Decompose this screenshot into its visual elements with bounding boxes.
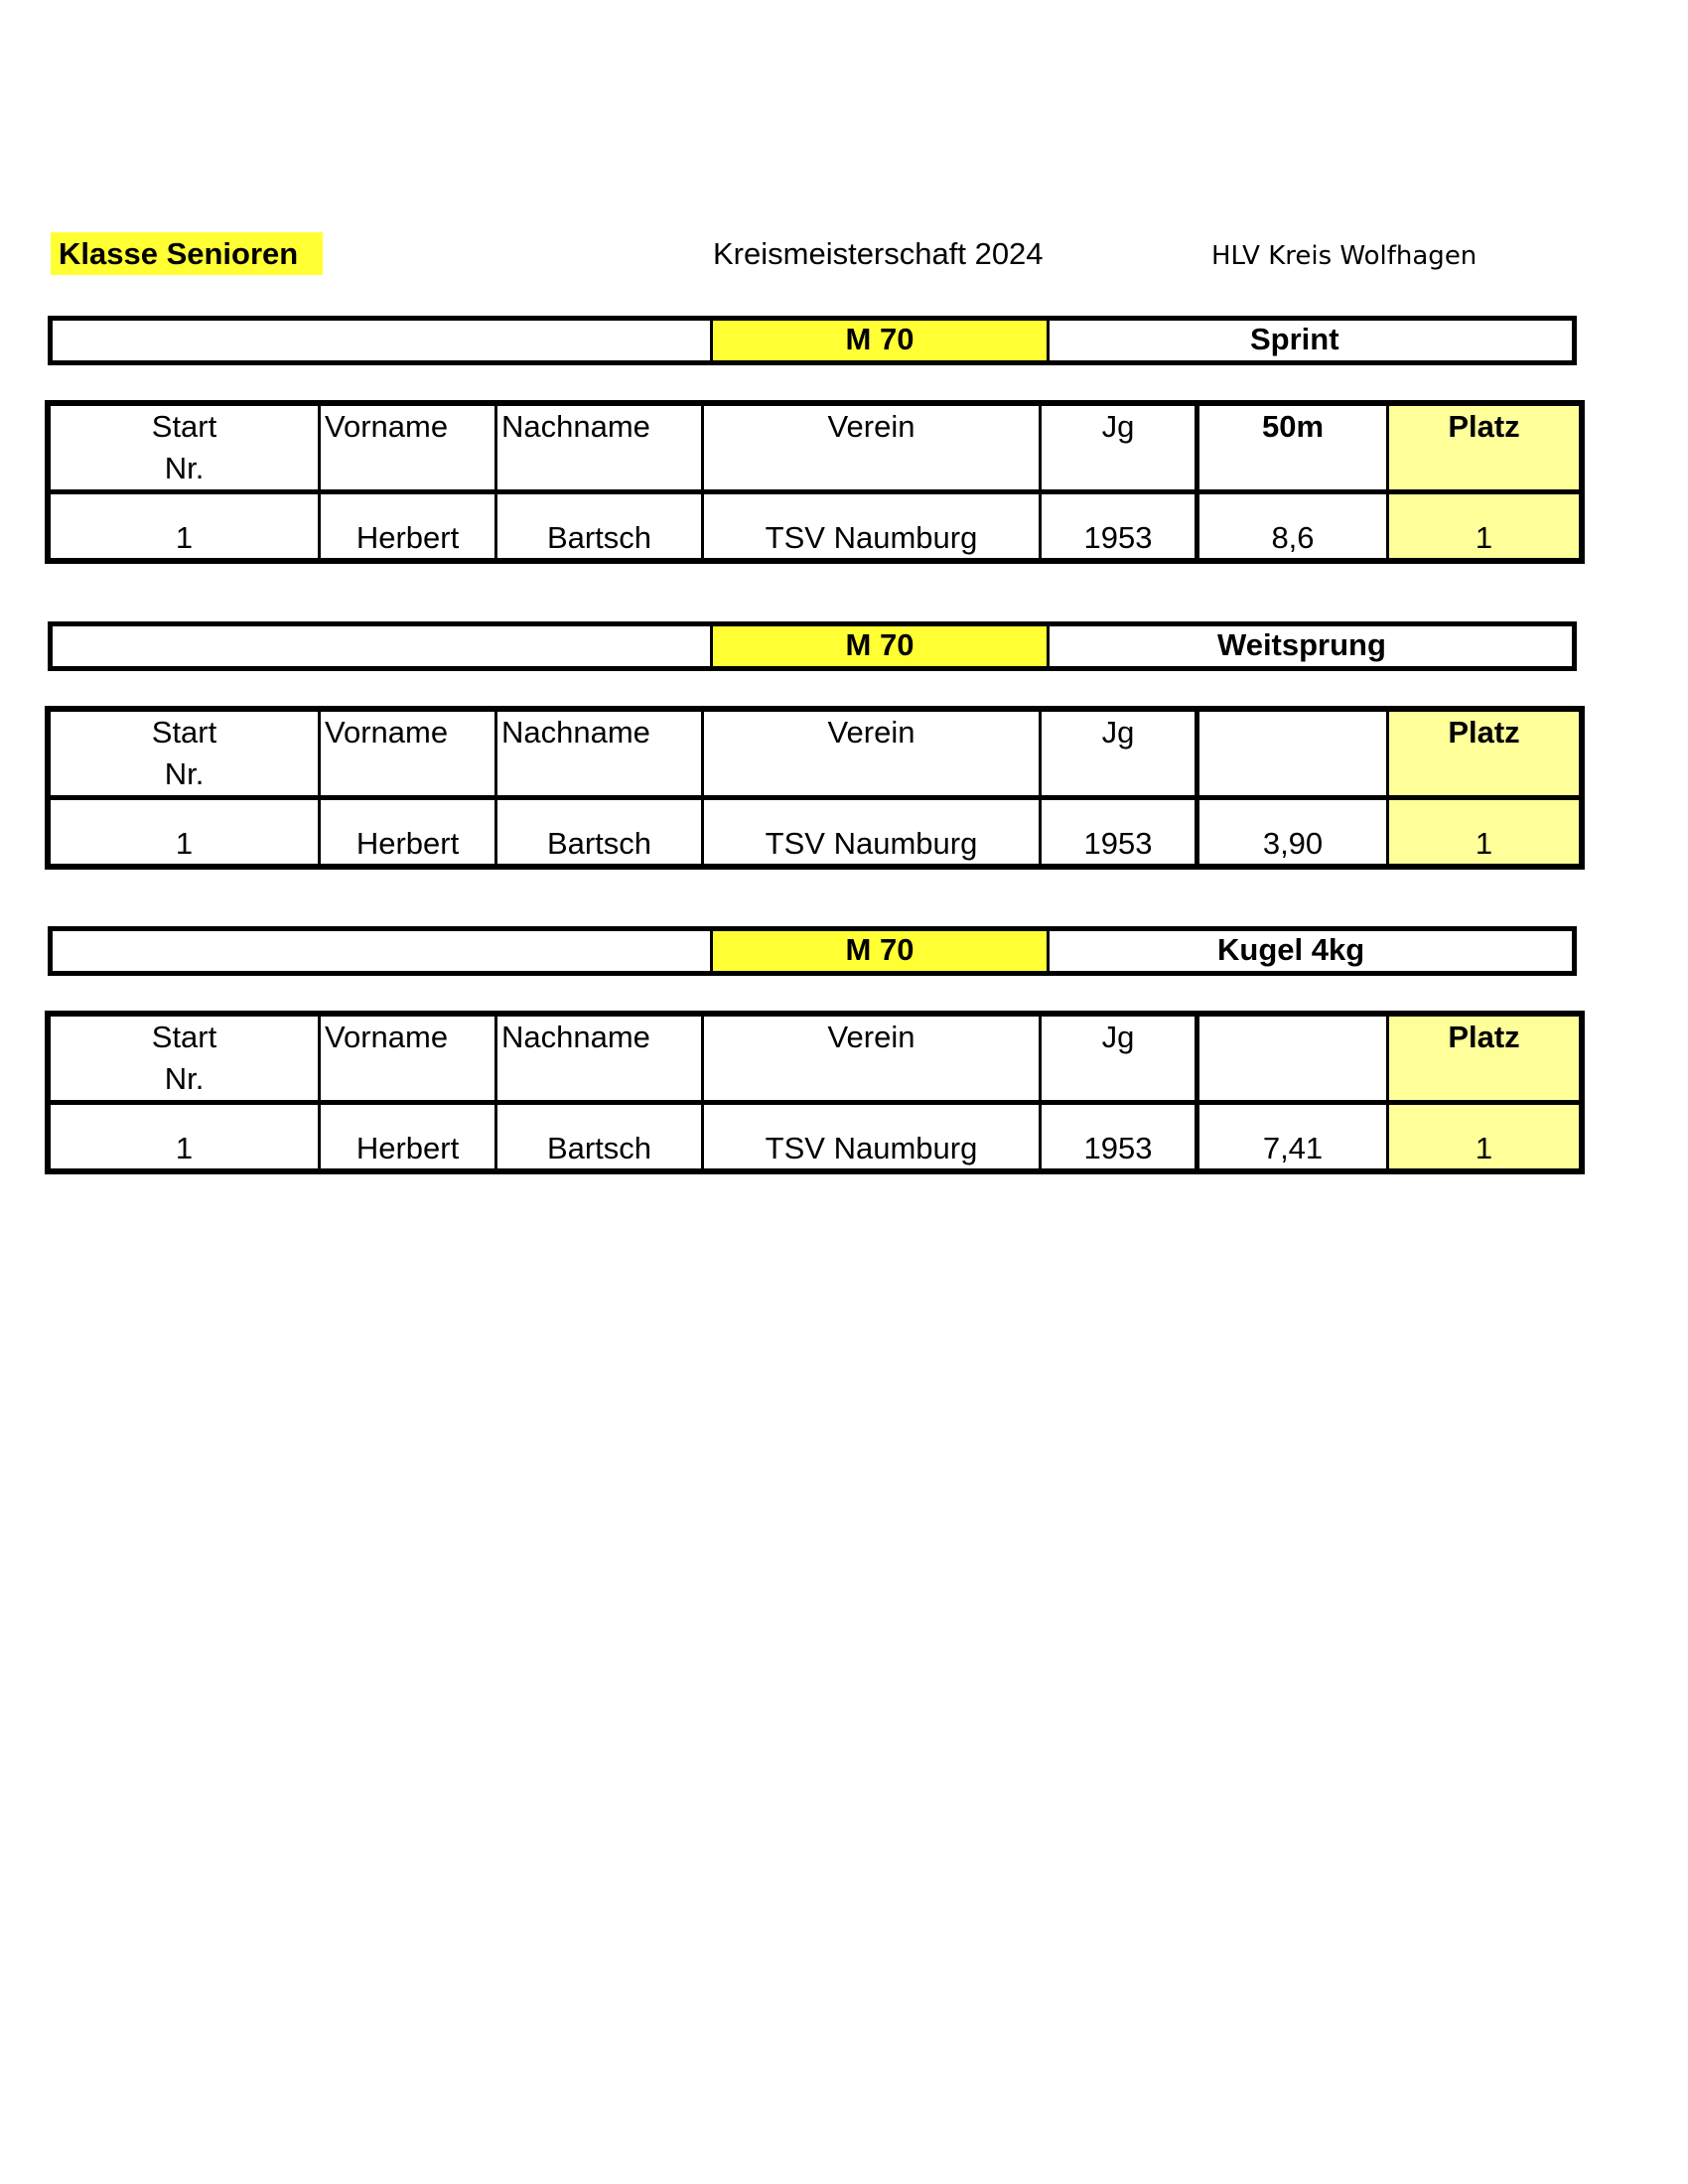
discipline: Kugel 4kg: [1217, 932, 1365, 967]
header-verein: Verein: [703, 711, 1041, 798]
cell-nr: 1: [50, 492, 320, 560]
cell-nachname: Bartsch: [496, 1103, 703, 1170]
cell-vorname: Herbert: [320, 798, 496, 866]
organization-name: HLV Kreis Wolfhagen: [1211, 241, 1477, 271]
age-group: M 70: [710, 626, 1050, 666]
results-table: [48, 709, 1582, 867]
header-start-nr: Start Nr.: [50, 1016, 320, 1103]
header-vorname: Vorname: [320, 1016, 496, 1103]
page-title: Kreismeisterschaft 2024: [713, 236, 1044, 271]
cell-jg: 1953: [1041, 798, 1197, 866]
cell-verein: TSV Naumburg: [703, 492, 1041, 560]
header-nachname: Nachname: [496, 1016, 703, 1103]
table-header-row: [50, 711, 1581, 798]
discipline: Weitsprung: [1217, 627, 1386, 662]
cell-verein: TSV Naumburg: [703, 1103, 1041, 1170]
discipline: Sprint: [1250, 322, 1339, 356]
cell-result: 8,6: [1197, 492, 1388, 560]
header-result: [1197, 1016, 1388, 1103]
event-category-bar: [48, 316, 1577, 365]
cell-platz: 1: [1388, 1103, 1581, 1170]
header-platz: Platz: [1388, 405, 1581, 492]
header-verein: Verein: [703, 1016, 1041, 1103]
header-result: [1197, 711, 1388, 798]
header-jg: Jg: [1041, 1016, 1197, 1103]
age-group: M 70: [710, 321, 1050, 360]
table-row: [50, 798, 1581, 866]
table-header-row: [50, 1016, 1581, 1103]
cell-platz: 1: [1388, 798, 1581, 866]
cell-result: 7,41: [1197, 1103, 1388, 1170]
results-table: [48, 1014, 1582, 1171]
header-result: 50m: [1197, 405, 1388, 492]
header-nachname: Nachname: [496, 405, 703, 492]
event-category-bar: [48, 926, 1577, 976]
table-header-row: [50, 405, 1581, 492]
cell-jg: 1953: [1041, 492, 1197, 560]
header-jg: Jg: [1041, 711, 1197, 798]
event-category-bar: [48, 621, 1577, 671]
cell-jg: 1953: [1041, 1103, 1197, 1170]
cell-nr: 1: [50, 1103, 320, 1170]
class-label: Klasse Senioren: [51, 232, 323, 275]
table-row: [50, 492, 1581, 560]
header-verein: Verein: [703, 405, 1041, 492]
header-jg: Jg: [1041, 405, 1197, 492]
cell-nachname: Bartsch: [496, 798, 703, 866]
header-platz: Platz: [1388, 1016, 1581, 1103]
cell-nr: 1: [50, 798, 320, 866]
age-group: M 70: [710, 931, 1050, 971]
cell-vorname: Herbert: [320, 1103, 496, 1170]
header-nachname: Nachname: [496, 711, 703, 798]
header-vorname: Vorname: [320, 711, 496, 798]
header-vorname: Vorname: [320, 405, 496, 492]
cell-platz: 1: [1388, 492, 1581, 560]
cell-nachname: Bartsch: [496, 492, 703, 560]
header-platz: Platz: [1388, 711, 1581, 798]
header-start-nr: Start Nr.: [50, 405, 320, 492]
header-start-nr: Start Nr.: [50, 711, 320, 798]
cell-verein: TSV Naumburg: [703, 798, 1041, 866]
table-row: [50, 1103, 1581, 1170]
cell-result: 3,90: [1197, 798, 1388, 866]
cell-vorname: Herbert: [320, 492, 496, 560]
results-table: [48, 403, 1582, 561]
